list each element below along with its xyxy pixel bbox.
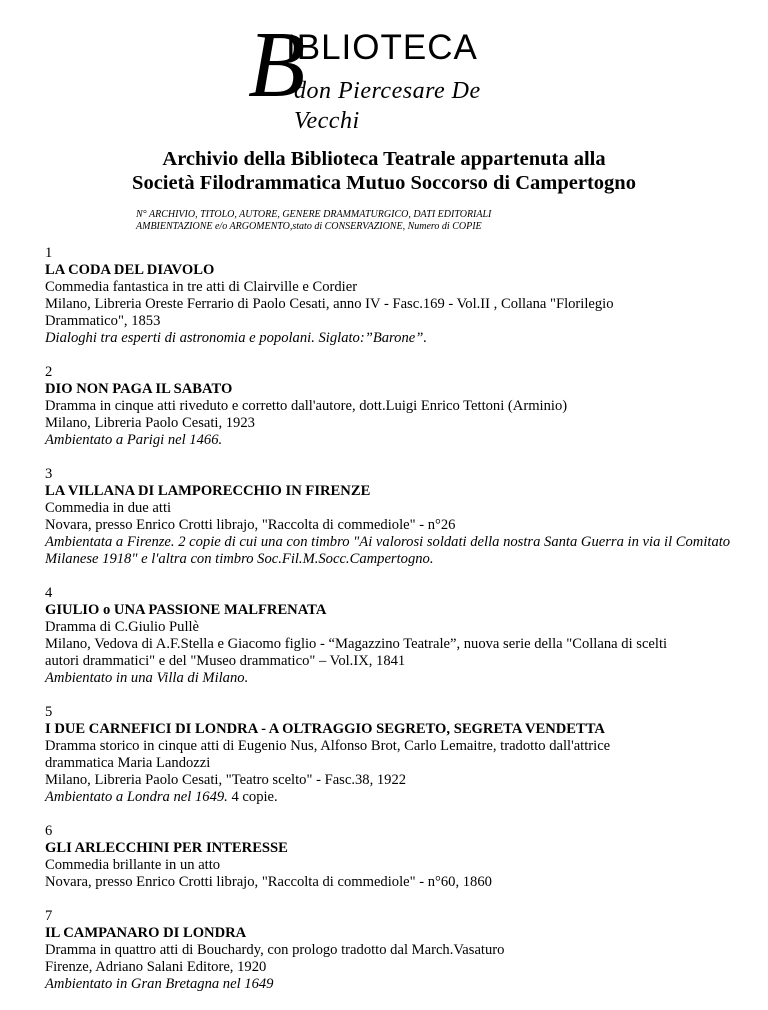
entry-line: Milano, Libreria Paolo Cesati, "Teatro scelto" - Fasc.38, 1922 (45, 772, 407, 788)
entry-note: Dialoghi tra esperti di astronomia e popolani. Siglato:”Barone”. (45, 330, 428, 346)
catalog-entry (45, 245, 745, 347)
title-line: Archivio della Biblioteca Teatrale appartenuta alla (162, 148, 606, 170)
page-title (0, 147, 768, 195)
entry-line: Dramma in cinque atti riveduto e corretto dall'autore, dott.Luigi Enrico Tettoni (Arminio) (45, 398, 568, 414)
entry-line: Novara, presso Enrico Crotti librajo, "Raccolta di commediole" - n°26 (45, 517, 456, 533)
field-legend (136, 209, 636, 233)
logo-letter: B (248, 13, 306, 117)
entry-number: 5 (45, 704, 53, 720)
catalog-entry (45, 823, 745, 891)
entry-copies: 4 copie. (227, 789, 278, 805)
entry-note (45, 789, 745, 806)
library-logo (248, 13, 538, 134)
entry-title: GLI ARLECCHINI PER INTERESSE (45, 840, 288, 856)
entry-number: 3 (45, 466, 53, 482)
entry-line: Commedia in due atti (45, 500, 172, 516)
catalog-entry (45, 704, 745, 806)
entry-note: Ambientato in Gran Bretagna nel 1649 (45, 976, 274, 992)
field-legend-line: N° ARCHIVIO, TITOLO, AUTORE, GENERE DRAMMATURGICO, DATI EDITORIALI (136, 209, 492, 220)
field-legend-line: AMBIENTAZIONE e/o ARGOMENTO,stato di CONSERVAZIONE, Numero di COPIE (136, 221, 482, 232)
entry-line: Firenze, Adriano Salani Editore, 1920 (45, 959, 267, 975)
entry-title: LA VILLANA DI LAMPORECCHIO IN FIRENZE (45, 483, 371, 499)
entry-number: 6 (45, 823, 53, 839)
catalog-entry (45, 466, 745, 568)
entry-line: drammatica Maria Landozzi (45, 755, 211, 771)
catalog-entry (45, 364, 745, 449)
entry-title: LA CODA DEL DIAVOLO (45, 262, 215, 278)
catalog-entry (45, 585, 745, 687)
entry-line: Commedia brillante in un atto (45, 857, 221, 873)
entry-line: autori drammatici" e del "Museo drammatico" – Vol.IX, 1841 (45, 653, 406, 669)
entry-line: Novara, presso Enrico Crotti librajo, "Raccolta di commediole" - n°60, 1860 (45, 874, 492, 890)
entry-line: Dramma storico in cinque atti di Eugenio Nus, Alfonso Brot, Carlo Lemaitre, tradotto dall'attrice (45, 738, 611, 754)
entry-title: DIO NON PAGA IL SABATO (45, 381, 233, 397)
entry-note: Ambientato a Parigi nel 1466. (45, 432, 223, 448)
entry-line: Commedia fantastica in tre atti di Clairville e Cordier (45, 279, 358, 295)
entry-number: 1 (45, 245, 53, 261)
entry-number: 7 (45, 908, 53, 924)
entry-note-text: Ambientato a Londra nel 1649. (45, 789, 228, 805)
entry-note: Ambientata a Firenze. 2 copie di cui una con timbro "Ai valorosi soldati della nostra Santa Guerra in via il Comitato Milanese 1918" e l'altra con timbro Soc.Fil.M.Socc.Campertogno. (45, 534, 731, 567)
catalog-entries (45, 245, 745, 1010)
entry-title: GIULIO o UNA PASSIONE MALFRENATA (45, 602, 327, 618)
entry-line: Drammatico", 1853 (45, 313, 161, 329)
entry-line: Dramma in quattro atti di Bouchardy, con prologo tradotto dal March.Vasaturo (45, 942, 505, 958)
catalog-entry (45, 908, 745, 993)
entry-number: 2 (45, 364, 53, 380)
title-line: Società Filodrammatica Mutuo Soccorso di Campertogno (132, 172, 636, 194)
entry-number: 4 (45, 585, 53, 601)
logo-word: IBLIOTECA (286, 28, 478, 67)
entry-line: Milano, Libreria Paolo Cesati, 1923 (45, 415, 255, 431)
entry-note: Ambientato in una Villa di Milano. (45, 670, 249, 686)
entry-line: Milano, Vedova di A.F.Stella e Giacomo figlio - “Magazzino Teatrale”, nuova serie della "Collana di scelti (45, 636, 668, 652)
entry-title: IL CAMPANARO DI LONDRA (45, 925, 247, 941)
entry-line: Dramma di C.Giulio Pullè (45, 619, 200, 635)
entry-title: I DUE CARNEFICI DI LONDRA - A OLTRAGGIO SEGRETO, SEGRETA VENDETTA (45, 721, 605, 737)
logo-subtitle: don Piercesare De Vecchi (294, 78, 481, 134)
entry-line: Milano, Libreria Oreste Ferrario di Paolo Cesati, anno IV - Fasc.169 - Vol.II , Collana "Florilegio (45, 296, 614, 312)
